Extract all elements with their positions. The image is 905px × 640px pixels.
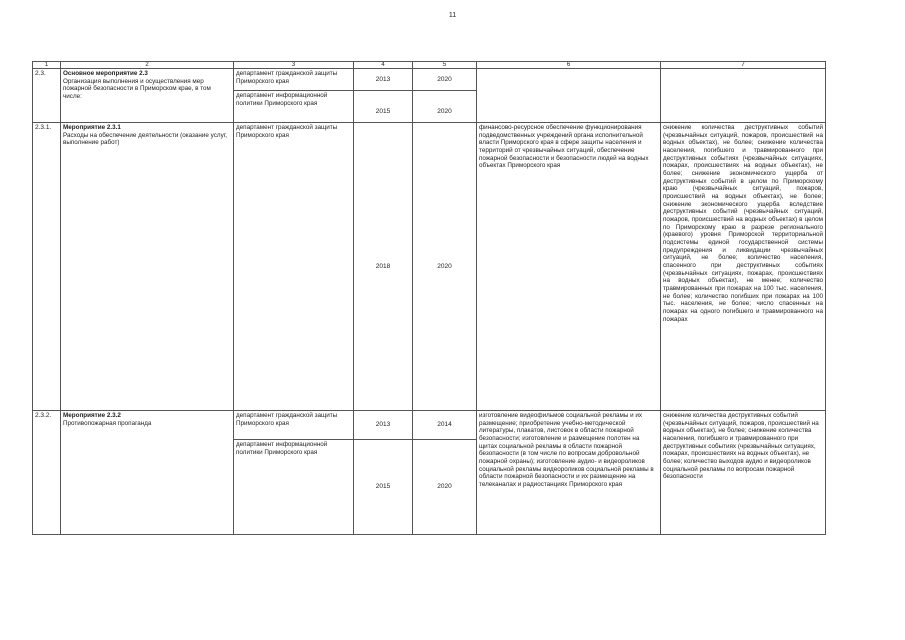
table-row xyxy=(33,69,826,91)
table-row xyxy=(33,411,826,440)
header-cell-4: 4 xyxy=(354,62,413,69)
measures-table xyxy=(32,61,826,535)
executor-cell: департамент гражданской защиты Приморского края xyxy=(234,411,354,440)
measure-name-cell xyxy=(61,69,234,123)
indicator-cell: снижение количества деструктивных событий (чрезвычайных ситуаций, пожаров, происшествий на водных объектах), не более; снижение количества населения, погибшего и травмированного при деструктивных событиях (чрезвычайных ситуациях, пожарах, происшествиях на водных объектах), не более; количество выходов аудио и видеороликов социальной рекламы по вопросам пожарной безопасности xyxy=(661,411,826,535)
executor-cell: департамент информационной политики Приморского края xyxy=(234,440,354,535)
header-cell-3: 3 xyxy=(234,62,354,69)
header-cell-5: 5 xyxy=(413,62,477,69)
table-row xyxy=(33,123,826,411)
start-year: 2013 xyxy=(354,411,413,440)
result-cell-empty xyxy=(477,69,661,123)
header-cell-1: 1 xyxy=(33,62,61,69)
end-year: 2020 xyxy=(413,440,477,535)
row-number: 2.3.2. xyxy=(33,411,61,535)
measure-description: Организация выполнения и осуществления мер пожарной безопасности в Приморском крае, в том числе: xyxy=(63,77,211,101)
end-year: 2020 xyxy=(413,69,477,91)
measure-title: Мероприятие 2.3.1 xyxy=(63,124,121,131)
start-year: 2015 xyxy=(354,440,413,535)
start-year: 2018 xyxy=(354,123,413,411)
measure-name-cell xyxy=(61,411,234,535)
row-number: 2.3.1. xyxy=(33,123,61,411)
executor-cell: департамент гражданской защиты Приморского края xyxy=(234,123,354,411)
end-year: 2020 xyxy=(413,91,477,123)
row-number: 2.3. xyxy=(33,69,61,123)
indicator-cell: снижение количества деструктивных событий (чрезвычайных ситуаций, пожаров, происшествий на водных объектах), не более; снижение количества населения, погибшего и травмированного при деструктивных событиях (чрезвычайных ситуациях, пожарах, происшествиях на водных объектах), не более; снижение экономического ущерба от деструктивных событий в целом по Приморскому краю (чрезвычайных ситуаций, пожаров, происшествий на водных объектах), не более; снижение экономического ущерба вследствие деструктивных событий (чрезвычайных ситуаций, пожаров, происшествий на водных объектах) в целом по Приморскому краю в разрезе регионального (краевого) уровня Приморской территориальной подсистемы единой государственной системы предупреждения и ликвидации чрезвычайных ситуаций, не более; количество населения, спасенного при деструктивных событиях (чрезвычайных ситуациях, пожарах, происшествиях на водных объектах), не менее; количество травмированных при пожарах на 100 тыс. населения, не более; количество погибших при пожарах на 100 тыс. населения, не более; число спасенных на пожарах на одного погибшего и травмированного на пожарах xyxy=(661,123,826,411)
header-cell-7: 7 xyxy=(661,62,826,69)
header-cell-2: 2 xyxy=(61,62,234,69)
measure-title: Основное мероприятие 2.3 xyxy=(63,70,148,77)
header-row xyxy=(33,62,826,69)
header-cell-6: 6 xyxy=(477,62,661,69)
end-year: 2014 xyxy=(413,411,477,440)
start-year: 2013 xyxy=(354,69,413,91)
end-year: 2020 xyxy=(413,123,477,411)
measure-description: Расходы на обеспечение деятельности (оказание услуг, выполнение работ) xyxy=(63,131,227,147)
result-cell: финансово-ресурсное обеспечение функционирования подведомственных учреждений органа исполнительной власти Приморского края в сфере защиты населения и территорий от чрезвычайных ситуаций, обеспечение пожарной безопасности и безопасности людей на водных объектах Приморского края xyxy=(477,123,661,411)
measure-title: Мероприятие 2.3.2 xyxy=(63,412,121,419)
start-year: 2015 xyxy=(354,91,413,123)
measure-name-cell xyxy=(61,123,234,411)
result-cell: изготовление видеофильмов социальной рекламы и их размещение; приобретение учебно-методической литературы, плакатов, листовок в области пожарной безопасности; изготовление и размещение полотен на щитах социальной рекламы в области пожарной безопасности (в том числе по вопросам добровольной пожарной охраны); изготовление аудио- и видеороликов социальной рекламы видеороликов социальной рекламы в области пожарной безопасности и их размещение на телеканалах и радиостанциях Приморского края xyxy=(477,411,661,535)
page-number: 11 xyxy=(448,12,457,19)
measure-description: Противопожарная пропаганда xyxy=(63,419,152,427)
indicator-cell-empty xyxy=(661,69,826,123)
executor-cell: департамент информационной политики Приморского края xyxy=(234,91,354,123)
executor-cell: департамент гражданской защиты Приморского края xyxy=(234,69,354,91)
